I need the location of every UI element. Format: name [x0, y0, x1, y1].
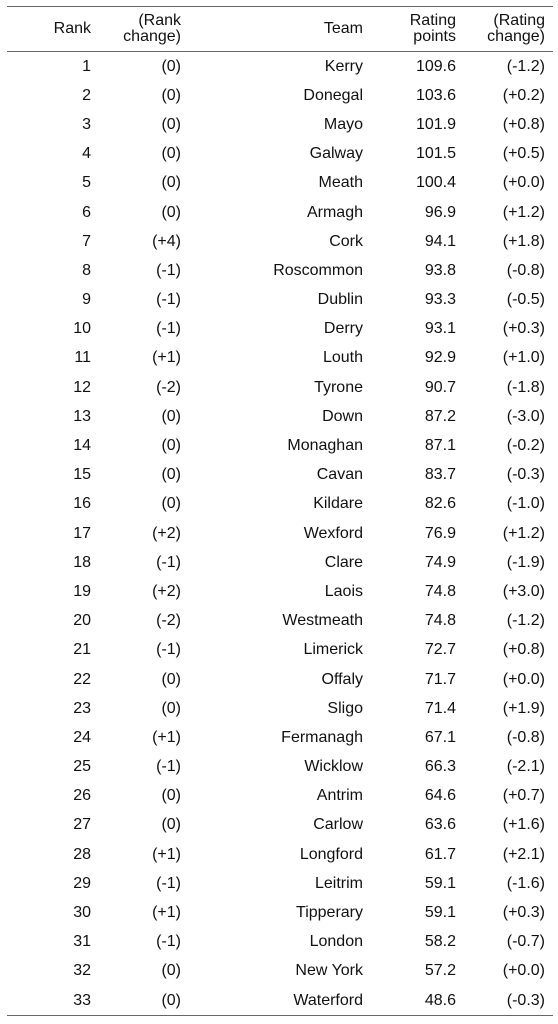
rating-change-cell: (+1.8) [502, 232, 545, 250]
table-row [7, 869, 553, 898]
rating-points-cell: 109.6 [415, 57, 456, 75]
rank-change-cell: (0) [161, 203, 181, 221]
rank-change-cell: (-2) [156, 378, 181, 396]
rating-change-cell: (+0.7) [502, 787, 545, 805]
table-row [7, 665, 553, 694]
rating-points-cell: 74.8 [424, 612, 456, 630]
team-cell: Antrim [316, 787, 363, 805]
table-row [7, 928, 553, 957]
team-cell: New York [295, 962, 363, 980]
rank-cell: 32 [73, 962, 91, 980]
rank-cell: 21 [73, 641, 91, 659]
rating-points-cell: 82.6 [424, 495, 456, 513]
rank-change-cell: (0) [161, 57, 181, 75]
table-row [7, 577, 553, 606]
rating-change-cell: (-3.0) [506, 407, 545, 425]
team-cell: Westmeath [282, 612, 363, 630]
rating-change-cell: (+1.9) [502, 699, 545, 717]
team-cell: Carlow [313, 816, 363, 834]
rating-points-cell: 93.1 [424, 320, 456, 338]
rank-change-cell: (0) [161, 437, 181, 455]
table-row [7, 607, 553, 636]
team-cell: Leitrim [314, 874, 363, 892]
rank-cell: 1 [82, 57, 91, 75]
rank-cell: 13 [73, 407, 91, 425]
rating-points-cell: 101.5 [415, 145, 456, 163]
header-team: Team [323, 20, 363, 37]
rating-points-cell: 71.7 [424, 670, 456, 688]
rank-change-cell: (0) [161, 816, 181, 834]
table-row [7, 461, 553, 490]
rating-points-cell: 87.2 [424, 407, 456, 425]
team-cell: Derry [323, 320, 363, 338]
rank-change-cell: (0) [161, 174, 181, 192]
team-cell: Offaly [321, 670, 363, 688]
rating-points-cell: 59.1 [424, 904, 456, 922]
rating-change-cell: (-0.5) [506, 291, 545, 309]
rank-cell: 23 [73, 699, 91, 717]
team-cell: Clare [324, 553, 363, 571]
rank-cell: 15 [73, 466, 91, 484]
rating-change-cell: (-1.0) [506, 495, 545, 513]
table-row [7, 811, 553, 840]
rating-points-cell: 72.7 [424, 641, 456, 659]
table-row [7, 636, 553, 665]
rating-points-cell: 103.6 [415, 86, 456, 104]
rating-change-cell: (+2.1) [502, 845, 545, 863]
rating-points-cell: 93.8 [424, 261, 456, 279]
rank-cell: 10 [73, 320, 91, 338]
table-row [7, 373, 553, 402]
table-row [7, 227, 553, 256]
rating-points-cell: 96.9 [424, 203, 456, 221]
rating-points-cell: 67.1 [424, 728, 456, 746]
rating-points-cell: 59.1 [424, 874, 456, 892]
rank-change-cell: (0) [161, 670, 181, 688]
rank-cell: 2 [82, 86, 91, 104]
rating-change-cell: (+0.0) [502, 174, 545, 192]
team-cell: Galway [309, 145, 363, 163]
rating-change-cell: (+0.5) [502, 145, 545, 163]
rank-cell: 11 [74, 349, 91, 367]
team-cell: Donegal [303, 86, 363, 104]
team-cell: Louth [322, 349, 363, 367]
team-cell: Tipperary [296, 904, 363, 922]
rating-change-cell: (-0.8) [506, 261, 545, 279]
rating-change-cell: (-1.6) [506, 874, 545, 892]
rank-change-cell: (0) [161, 466, 181, 484]
rank-change-cell: (+1) [152, 845, 181, 863]
team-cell: Armagh [306, 203, 363, 221]
table-row [7, 52, 553, 82]
team-cell: Wicklow [304, 758, 363, 776]
rating-change-cell: (+0.0) [502, 962, 545, 980]
rating-points-cell: 83.7 [424, 466, 456, 484]
rankings-table [7, 6, 553, 1016]
rank-cell: 7 [82, 232, 91, 250]
rank-cell: 8 [82, 261, 91, 279]
table-row [7, 81, 553, 110]
rank-cell: 30 [73, 904, 91, 922]
table-row [7, 198, 553, 227]
rank-change-cell: (+1) [152, 728, 181, 746]
rank-change-cell: (-1) [156, 553, 181, 571]
rank-change-cell: (0) [161, 495, 181, 513]
rating-change-cell: (-1.8) [506, 378, 545, 396]
rank-cell: 22 [73, 670, 91, 688]
table-row [7, 694, 553, 723]
team-cell: Down [322, 407, 363, 425]
rank-cell: 26 [73, 787, 91, 805]
rating-points-cell: 74.8 [424, 582, 456, 600]
team-cell: Kildare [313, 495, 363, 513]
rank-cell: 17 [73, 524, 91, 542]
table-row [7, 110, 553, 139]
rating-points-cell: 74.9 [424, 553, 456, 571]
rank-cell: 29 [73, 874, 91, 892]
rank-change-cell: (-1) [156, 320, 181, 338]
rating-change-cell: (-1.2) [506, 612, 545, 630]
team-cell: Waterford [293, 991, 363, 1009]
table-body [7, 52, 553, 1016]
table-row [7, 402, 553, 431]
rank-cell: 28 [73, 845, 91, 863]
rating-points-cell: 63.6 [424, 816, 456, 834]
rank-change-cell: (+1) [152, 349, 181, 367]
rating-points-cell: 66.3 [424, 758, 456, 776]
table-row [7, 898, 553, 927]
rating-points-cell: 90.7 [424, 378, 456, 396]
rank-cell: 19 [73, 582, 91, 600]
rank-change-cell: (-1) [156, 758, 181, 776]
rank-change-cell: (+2) [152, 524, 181, 542]
rank-change-cell: (0) [161, 962, 181, 980]
rating-change-cell: (+1.6) [502, 816, 545, 834]
rating-points-cell: 87.1 [424, 437, 456, 455]
team-cell: Kerry [324, 57, 363, 75]
rating-change-cell: (+1.2) [502, 203, 545, 221]
rating-change-cell: (+0.8) [502, 115, 545, 133]
header-rating-change: (Rating change) [487, 12, 545, 45]
table-row [7, 548, 553, 577]
rating-change-cell: (-1.9) [506, 553, 545, 571]
header-row [7, 7, 553, 52]
team-cell: Cork [329, 232, 363, 250]
rating-points-cell: 58.2 [424, 933, 456, 951]
rating-change-cell: (+0.8) [502, 641, 545, 659]
rank-cell: 18 [73, 553, 91, 571]
rating-points-cell: 100.4 [415, 174, 456, 192]
rank-cell: 14 [73, 437, 91, 455]
table-row [7, 723, 553, 752]
rank-cell: 31 [73, 933, 91, 951]
rankings-table-container [7, 6, 553, 1016]
table-row [7, 490, 553, 519]
rating-change-cell: (-0.2) [506, 437, 545, 455]
header-rank: Rank [53, 20, 91, 37]
rating-points-cell: 101.9 [415, 115, 456, 133]
rank-change-cell: (+4) [152, 232, 181, 250]
rank-change-cell: (0) [161, 145, 181, 163]
rank-cell: 6 [82, 203, 91, 221]
table-row [7, 169, 553, 198]
rank-cell: 12 [73, 378, 91, 396]
rating-change-cell: (-2.1) [506, 758, 545, 776]
team-cell: Roscommon [273, 261, 363, 279]
table-row [7, 344, 553, 373]
rank-cell: 20 [73, 612, 91, 630]
rank-change-cell: (+2) [152, 582, 181, 600]
team-cell: Cavan [316, 466, 363, 484]
team-cell: Dublin [317, 291, 363, 309]
rank-cell: 25 [73, 758, 91, 776]
team-cell: Longford [299, 845, 363, 863]
rank-cell: 3 [82, 115, 91, 133]
table-row [7, 753, 553, 782]
team-cell: Meath [318, 174, 363, 192]
rating-change-cell: (+0.2) [502, 86, 545, 104]
rating-change-cell: (-0.8) [506, 728, 545, 746]
rating-change-cell: (+0.0) [502, 670, 545, 688]
rating-points-cell: 57.2 [424, 962, 456, 980]
rating-change-cell: (-1.2) [506, 57, 545, 75]
rank-cell: 4 [82, 145, 91, 163]
rank-change-cell: (-1) [156, 641, 181, 659]
team-cell: Monaghan [287, 437, 363, 455]
header-rating-points: Rating points [409, 12, 456, 45]
table-row [7, 782, 553, 811]
table-row [7, 957, 553, 986]
rating-points-cell: 61.7 [424, 845, 456, 863]
team-cell: Tyrone [314, 378, 363, 396]
team-cell: Limerick [303, 641, 363, 659]
rank-cell: 9 [82, 291, 91, 309]
table-row [7, 315, 553, 344]
rating-change-cell: (-0.3) [506, 466, 545, 484]
rating-change-cell: (+1.0) [502, 349, 545, 367]
rank-cell: 33 [73, 991, 91, 1009]
team-cell: Laois [324, 582, 363, 600]
team-cell: London [309, 933, 363, 951]
team-cell: Fermanagh [281, 728, 363, 746]
rating-change-cell: (+1.2) [502, 524, 545, 542]
team-cell: Mayo [323, 115, 363, 133]
rating-change-cell: (+3.0) [502, 582, 545, 600]
rank-change-cell: (-1) [156, 874, 181, 892]
rating-points-cell: 76.9 [424, 524, 456, 542]
rating-change-cell: (+0.3) [502, 320, 545, 338]
table-row [7, 986, 553, 1016]
rating-points-cell: 48.6 [424, 991, 456, 1009]
rank-change-cell: (0) [161, 86, 181, 104]
rating-points-cell: 93.3 [424, 291, 456, 309]
team-cell: Sligo [327, 699, 363, 717]
rank-change-cell: (0) [161, 991, 181, 1009]
rank-change-cell: (-1) [156, 933, 181, 951]
table-header [7, 7, 553, 52]
rank-change-cell: (0) [161, 115, 181, 133]
rating-change-cell: (-0.7) [506, 933, 545, 951]
rating-points-cell: 94.1 [424, 232, 456, 250]
rating-points-cell: 64.6 [424, 787, 456, 805]
table-row [7, 256, 553, 285]
rating-change-cell: (-0.3) [506, 991, 545, 1009]
rank-change-cell: (-1) [156, 291, 181, 309]
header-rank-change: (Rank change) [123, 12, 181, 45]
rank-cell: 27 [73, 816, 91, 834]
table-row [7, 286, 553, 315]
table-row [7, 840, 553, 869]
team-cell: Wexford [303, 524, 363, 542]
rank-change-cell: (0) [161, 787, 181, 805]
table-row [7, 519, 553, 548]
table-row [7, 140, 553, 169]
rank-change-cell: (-2) [156, 612, 181, 630]
rating-points-cell: 71.4 [424, 699, 456, 717]
rank-cell: 24 [73, 728, 91, 746]
rank-change-cell: (0) [161, 407, 181, 425]
rank-change-cell: (-1) [156, 261, 181, 279]
rating-points-cell: 92.9 [424, 349, 456, 367]
rank-cell: 5 [82, 174, 91, 192]
rank-change-cell: (0) [161, 699, 181, 717]
table-row [7, 431, 553, 460]
rank-cell: 16 [73, 495, 91, 513]
rank-change-cell: (+1) [152, 904, 181, 922]
rating-change-cell: (+0.3) [502, 904, 545, 922]
